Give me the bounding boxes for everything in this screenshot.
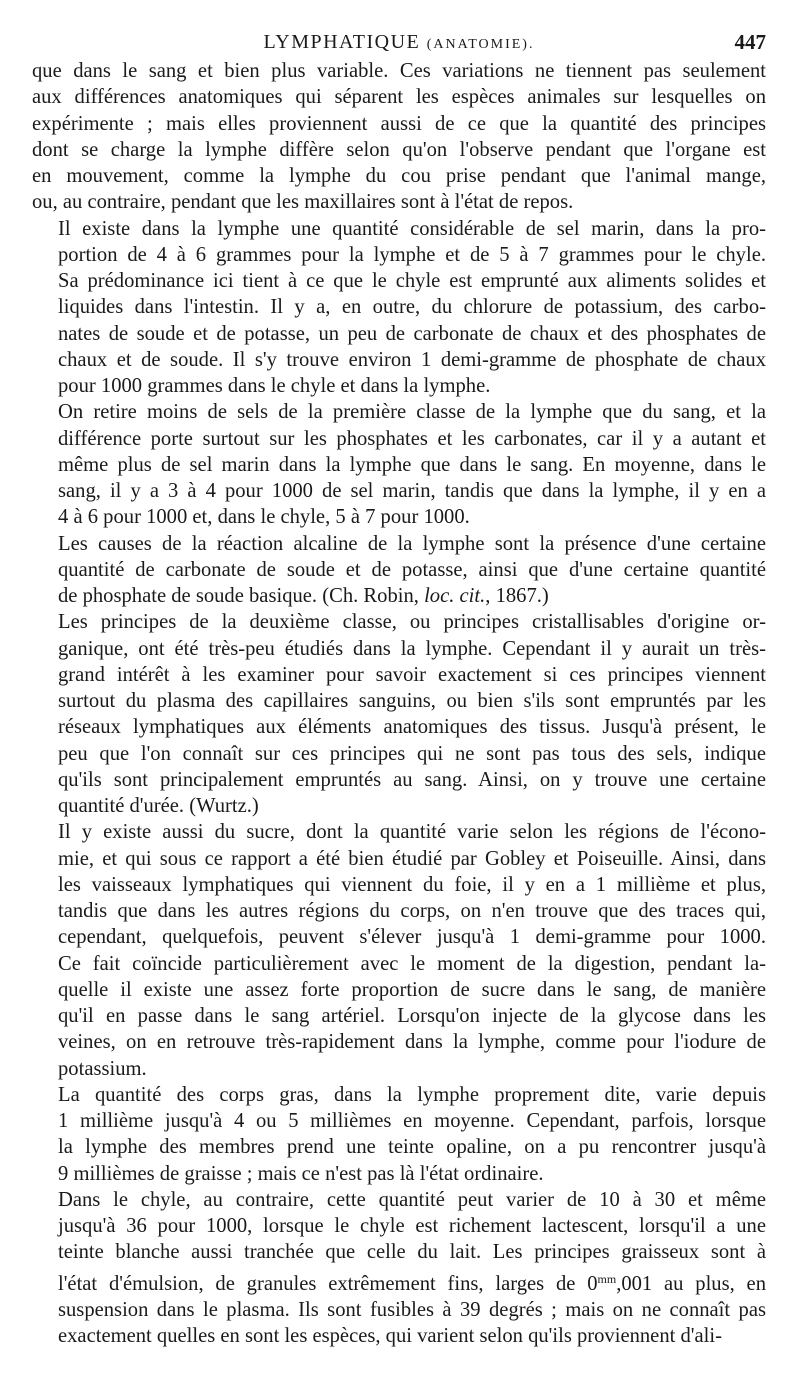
text-line: ganique, ont été très-peu étudiés dans la lymphe. Cependant il y aurait un très- [58,637,766,660]
paragraph [32,1082,766,1187]
text-line: en mouvement, comme la lymphe du cou prise pendant que l'animal mange, [32,165,766,187]
text-line: sang, il y a 3 à 4 pour 1000 de sel marin, tandis que dans la lymphe, il y en a [58,480,766,502]
text-line: aux différences anatomiques qui séparent les espèces animales sur lesquelles on [32,86,766,109]
text-line: ou, au contraire, pendant que les maxillaires sont à l'état de repos. [32,191,574,214]
text-line: dont se charge la lymphe diffère selon qu'on l'observe pendant que l'organe est [32,138,766,161]
running-title-subtitle: (ANATOMIE). [426,37,535,52]
text-line: Dans le chyle, au contraire, cette quantité peut varier de 10 à 30 et même [58,1188,766,1211]
text-line: Il y existe aussi du sucre, dont la quantité varie selon les régions de l'écono- [58,821,766,844]
text-line: teinte blanche aussi tranchée que celle du lait. Les principes graisseux sont à [58,1241,766,1264]
paragraph [32,399,766,530]
body-text [32,58,766,1349]
paragraph [32,216,766,400]
text-line: cependant, quelquefois, peuvent s'élever jusqu'à 1 demi-gramme pour 1000. [58,926,766,949]
text-line: grand intérêt à les examiner pour savoir exactement si ces principes viennent [58,663,766,686]
book-page [32,26,766,1349]
page-number: 447 [734,30,766,54]
text-line: mie, et qui sous ce rapport a été bien étudié par Gobley et Poiseuille. Ainsi, dans [58,847,766,870]
text-line: surtout du plasma des capillaires sanguins, ou bien s'ils sont empruntés par les [58,690,766,712]
running-title [264,26,535,61]
text-line: la lymphe des membres prend une teinte opaline, on a pu rencontrer jusqu'à [58,1136,766,1159]
text-line: 4 à 6 pour 1000 et, dans le chyle, 5 à 7 pour 1000. [58,506,470,529]
text-line: même plus de sel marin dans la lymphe que dans le sang. En moyenne, dans le [58,453,766,476]
paragraph [32,609,766,819]
text-line: de phosphate de soude basique. (Ch. Robin, loc. cit., 1867.) [58,585,549,607]
running-title-main: LYMPHATIQUE [263,31,421,53]
text-line: quantité de carbonate de soude et de potasse, ainsi que d'une certaine quantité [58,558,766,581]
text-line: 1 millième jusqu'à 4 ou 5 millièmes en moyenne. Cependant, parfois, lorsque [58,1110,766,1132]
text-line: réseaux lymphatiques aux éléments anatomiques des tissus. Jusqu'à présent, le [58,716,766,739]
text-line: nates de soude et de potasse, un peu de carbonate de chaux et des phosphates de [58,322,766,345]
paragraph [32,1187,766,1350]
text-line: potassium. [58,1057,147,1080]
text-line: 9 millièmes de graisse ; mais ce n'est pas là l'état ordinaire. [58,1162,544,1185]
text-line: Les causes de la réaction alcaline de la lymphe sont la présence d'une certaine [58,532,766,555]
text-line: liquides dans l'intestin. Il y a, en outre, du chlorure de potassium, des carbo- [58,296,766,319]
paragraph [32,819,766,1082]
text-line: pour 1000 grammes dans le chyle et dans la lymphe. [58,375,491,397]
text-line: quantité d'urée. (Wurtz.) [58,795,259,817]
running-head [32,26,766,58]
text-line: Sa prédominance ici tient à ce que le chyle est emprunté aux aliments solides et [58,270,766,292]
text-line: veines, on en retrouve très-rapidement dans la lymphe, comme pour l'iodure de [58,1031,766,1054]
text-line: La quantité des corps gras, dans la lymphe proprement dite, varie depuis [58,1083,766,1106]
text-line: Il existe dans la lymphe une quantité considérable de sel marin, dans la pro- [58,217,766,240]
text-line: expérimente ; mais elles proviennent aussi de ce que la quantité des principes [32,112,766,135]
text-line: jusqu'à 36 pour 1000, lorsque le chyle est richement lactescent, lorsqu'il a une [58,1215,766,1237]
text-line: chaux et de soude. Il s'y trouve environ 1 demi-gramme de phosphate de chaux [58,348,766,371]
text-line: que dans le sang et bien plus variable. Ces variations ne tiennent pas seulement [32,60,766,82]
text-line: peu que l'on connaît sur ces principes qui ne sont pas tous des sels, indique [58,742,766,765]
text-line: portion de 4 à 6 grammes pour la lymphe et de 5 à 7 grammes pour le chyle. [58,243,766,266]
text-line: exactement quelles en sont les espèces, qui varient selon qu'ils proviennent d'ali- [58,1325,722,1347]
text-line: Les principes de la deuxième classe, ou principes cristallisables d'origine or- [58,611,766,634]
paragraph [32,58,766,216]
text-line: qu'ils sont principalement empruntés au sang. Ainsi, on y trouve une certaine [58,768,766,791]
text-line: les vaisseaux lymphatiques qui viennent du foie, il y en a 1 millième et plus, [58,873,766,896]
text-line: On retire moins de sels de la première classe de la lymphe que du sang, et la [58,401,766,424]
text-line: quelle il existe une assez forte proportion de sucre dans le sang, de manière [58,978,766,1001]
text-line: suspension dans le plasma. Ils sont fusibles à 39 degrés ; mais on ne connaît pas [58,1298,766,1321]
text-line: qu'il en passe dans le sang artériel. Lorsqu'on injecte de la glycose dans les [58,1005,766,1027]
paragraph [32,531,766,610]
text-line: différence porte surtout sur les phosphates et les carbonates, car il y a autant et [58,427,766,450]
text-line: tandis que dans les autres régions du corps, on n'en trouve que des traces qui, [58,900,766,922]
text-line: Ce fait coïncide particulièrement avec le moment de la digestion, pendant la- [58,952,766,975]
text-line: l'état d'émulsion, de granules extrêmement fins, larges de $0^{mm},001$ au plus, en [58,1271,766,1295]
